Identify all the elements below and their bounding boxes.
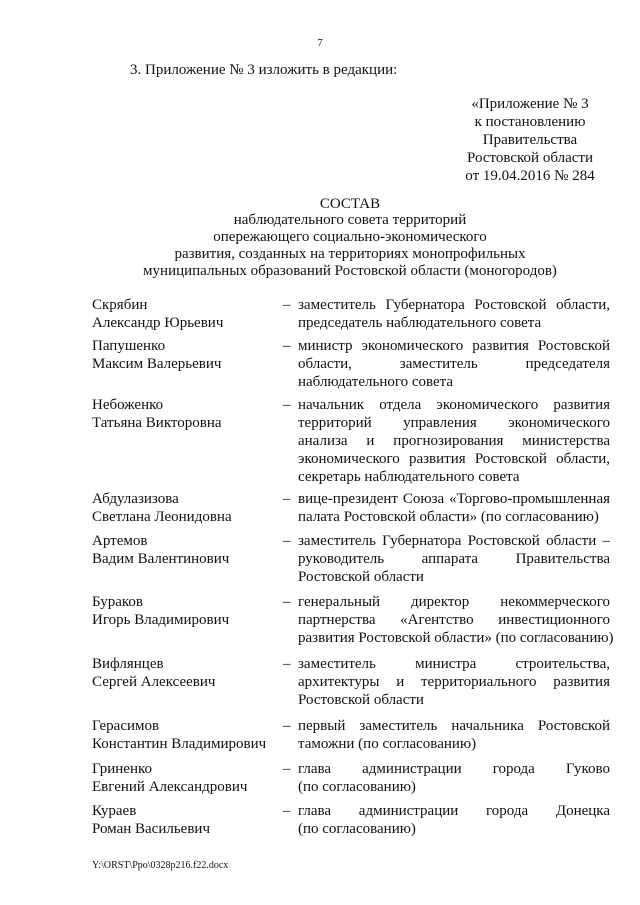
member-given-names: Евгений Александрович xyxy=(92,779,248,795)
role-line: заместитель министра строительства, xyxy=(298,656,610,672)
role-line: палата Ростовской области» (по согласованию) xyxy=(298,509,599,525)
member-surname: Артемов xyxy=(92,533,148,549)
member-given-names: Александр Юрьевич xyxy=(92,315,224,331)
role-line: таможни (по согласованию) xyxy=(298,736,477,752)
role-line: территорий управления экономического xyxy=(298,415,610,431)
document-title: СОСТАВ xyxy=(319,196,381,212)
role-line: заместитель Губернатора Ростовской области – xyxy=(298,533,610,549)
member-dash: – xyxy=(283,397,291,413)
member-name xyxy=(92,655,215,691)
role-line: партнерства «Агентство инвестиционного xyxy=(298,612,610,628)
member-surname: Герасимов xyxy=(92,718,160,734)
annex-line: к постановлению xyxy=(474,114,586,130)
member-name xyxy=(92,717,266,753)
role-line: Ростовской области xyxy=(298,569,424,585)
member-dash: – xyxy=(283,594,291,610)
member-role xyxy=(298,802,610,838)
member-given-names: Максим Валерьевич xyxy=(92,356,222,372)
member-surname: Абдулазизова xyxy=(92,491,179,507)
role-line: глава администрации города Гуково xyxy=(298,761,610,777)
member-given-names: Светлана Леонидовна xyxy=(92,509,232,525)
amendment-intro: 3. Приложение № 3 изложить в редакции: xyxy=(130,62,398,78)
member-given-names: Константин Владимирович xyxy=(92,736,267,752)
member-role xyxy=(298,593,614,647)
member-role xyxy=(298,760,610,796)
subtitle-line: муниципальных образований Ростовской области (моногородов) xyxy=(143,263,557,279)
member-surname: Бураков xyxy=(92,594,144,610)
member-dash: – xyxy=(283,297,291,313)
role-line: наблюдательного совета xyxy=(298,374,454,390)
member-role xyxy=(298,532,610,586)
member-dash: – xyxy=(283,718,291,734)
member-role xyxy=(298,396,610,486)
role-line: председатель наблюдательного совета xyxy=(298,315,542,331)
document-subtitle xyxy=(0,212,640,280)
member-name xyxy=(92,337,221,373)
subtitle-line: опережающего социально-экономического xyxy=(213,229,487,245)
subtitle-line: развития, созданных на территориях монопрофильных xyxy=(174,246,526,262)
member-role xyxy=(298,296,610,332)
role-line: развития Ростовской области» (по согласованию) xyxy=(298,630,614,646)
annex-line: «Приложение № 3 xyxy=(471,96,589,112)
member-name xyxy=(92,593,229,629)
annex-header xyxy=(430,95,630,185)
member-name xyxy=(92,396,222,432)
member-role xyxy=(298,655,610,709)
member-dash: – xyxy=(283,491,291,507)
role-line: области, заместитель председателя xyxy=(298,356,610,372)
role-line: глава администрации города Донецка xyxy=(298,803,610,819)
role-line: заместитель Губернатора Ростовской области, xyxy=(298,297,610,313)
member-surname: Кураев xyxy=(92,803,137,819)
annex-line: Правительства xyxy=(482,132,578,148)
member-given-names: Татьяна Викторовна xyxy=(92,415,222,431)
role-line: (по согласованию) xyxy=(298,821,416,837)
role-line: Ростовской области xyxy=(298,692,424,708)
member-given-names: Роман Васильевич xyxy=(92,821,210,837)
member-given-names: Сергей Алексеевич xyxy=(92,674,216,690)
role-line: архитектуры и территориального развития xyxy=(298,674,610,690)
member-surname: Вифлянцев xyxy=(92,656,164,672)
role-line: руководитель аппарата Правительства xyxy=(298,551,610,567)
member-surname: Скрябин xyxy=(92,297,148,313)
role-line: анализа и прогнозирования министерства xyxy=(298,433,610,449)
member-name xyxy=(92,490,232,526)
role-line: экономического развития Ростовской области, xyxy=(298,451,610,467)
role-line: генеральный директор некоммерческого xyxy=(298,594,610,610)
member-role xyxy=(298,490,610,526)
file-path-footer: Y:\ORST\Ppo\0328p216.f22.docx xyxy=(92,860,229,871)
member-dash: – xyxy=(283,803,291,819)
role-line: (по согласованию) xyxy=(298,779,416,795)
role-line: секретарь наблюдательного совета xyxy=(298,469,520,485)
member-surname: Небоженко xyxy=(92,397,164,413)
member-name xyxy=(92,760,247,796)
member-dash: – xyxy=(283,338,291,354)
role-line: министр экономического развития Ростовской xyxy=(298,338,610,354)
member-name xyxy=(92,532,229,568)
member-dash: – xyxy=(283,761,291,777)
member-role xyxy=(298,337,610,391)
page-number: 7 xyxy=(317,37,323,49)
member-name xyxy=(92,296,223,332)
member-given-names: Игорь Владимирович xyxy=(92,612,230,628)
annex-line: Ростовской области xyxy=(467,150,593,166)
role-line: начальник отдела экономического развития xyxy=(298,397,610,413)
member-dash: – xyxy=(283,533,291,549)
member-surname: Гриненко xyxy=(92,761,152,777)
member-dash: – xyxy=(283,656,291,672)
member-given-names: Вадим Валентинович xyxy=(92,551,230,567)
annex-line: от 19.04.2016 № 284 xyxy=(465,168,595,184)
member-surname: Папушенко xyxy=(92,338,166,354)
member-role xyxy=(298,717,610,753)
member-name xyxy=(92,802,210,838)
role-line: первый заместитель начальника Ростовской xyxy=(298,718,610,734)
subtitle-line: наблюдательного совета территорий xyxy=(233,212,467,228)
role-line: вице-президент Союза «Торгово-промышленная xyxy=(298,491,610,507)
